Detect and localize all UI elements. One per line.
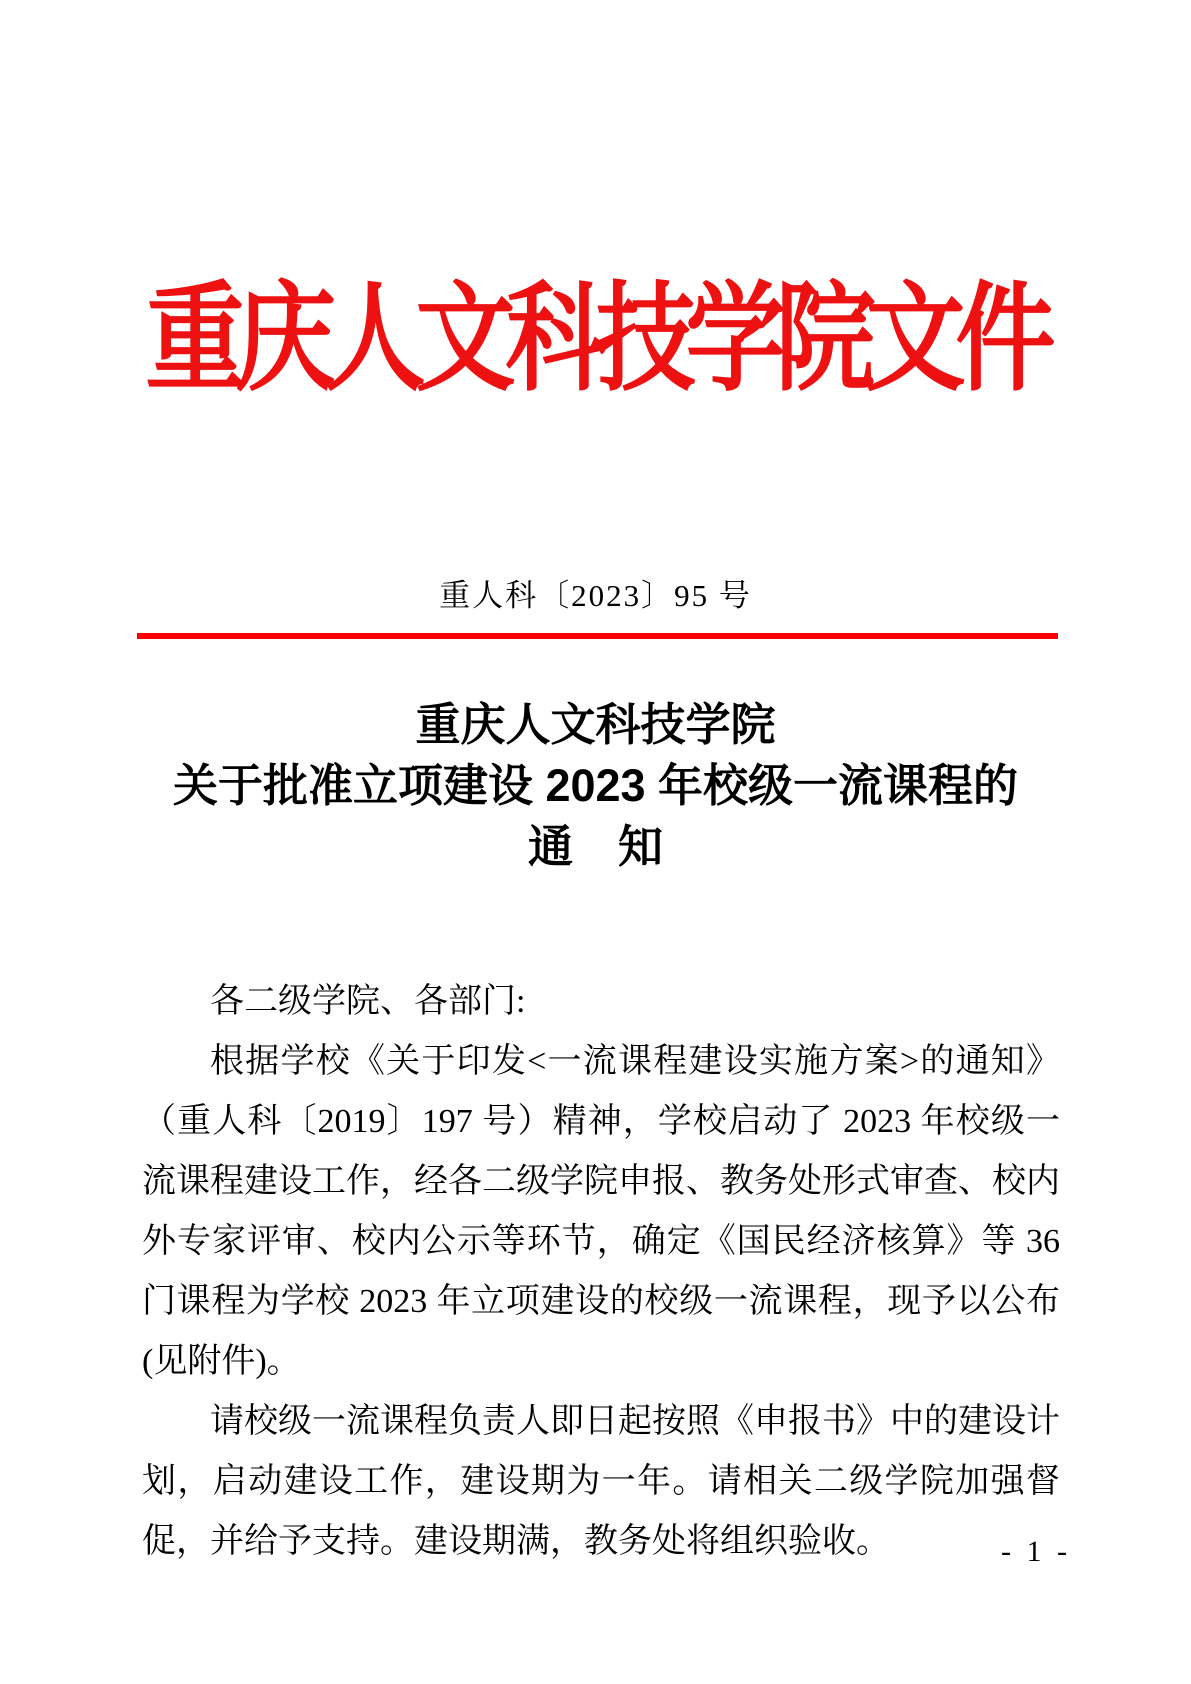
red-letterhead-title: 重庆人文科技学院文件 [145,274,1046,406]
body-paragraph: 根据学校《关于印发<一流课程建设实施方案>的通知》（重人科〔2019〕197 号）精神，学校启动了 2023 年校级一流课程建设工作，经各二级学院申报、教务处形式审查、校内外专家评审、校内公示等环节，确定《国民经济核算》等 36 门课程为学校 2023 年立项建设的校级一流课程，现予以公布(见附件)。 [142,1043,1060,1380]
red-divider-rule [137,633,1058,639]
document-body [142,972,1060,1572]
document-title [0,694,1191,877]
document-title-line3: 通 知 [527,821,663,872]
body-paragraph: 请校级一流课程负责人即日起按照《申报书》中的建设计划，启动建设工作，建设期为一年。请相关二级学院加强督促，并给予支持。建设期满，教务处将组织验收。 [142,1403,1060,1560]
document-title-line2: 关于批准立项建设 2023 年校级一流课程的 [172,760,1019,811]
document-title-line1: 重庆人文科技学院 [415,699,776,750]
salutation-line: 各二级学院、各部门: [210,983,526,1020]
page-number: - 1 - [1001,1535,1071,1568]
document-number: 重人科〔2023〕95 号 [439,578,752,613]
